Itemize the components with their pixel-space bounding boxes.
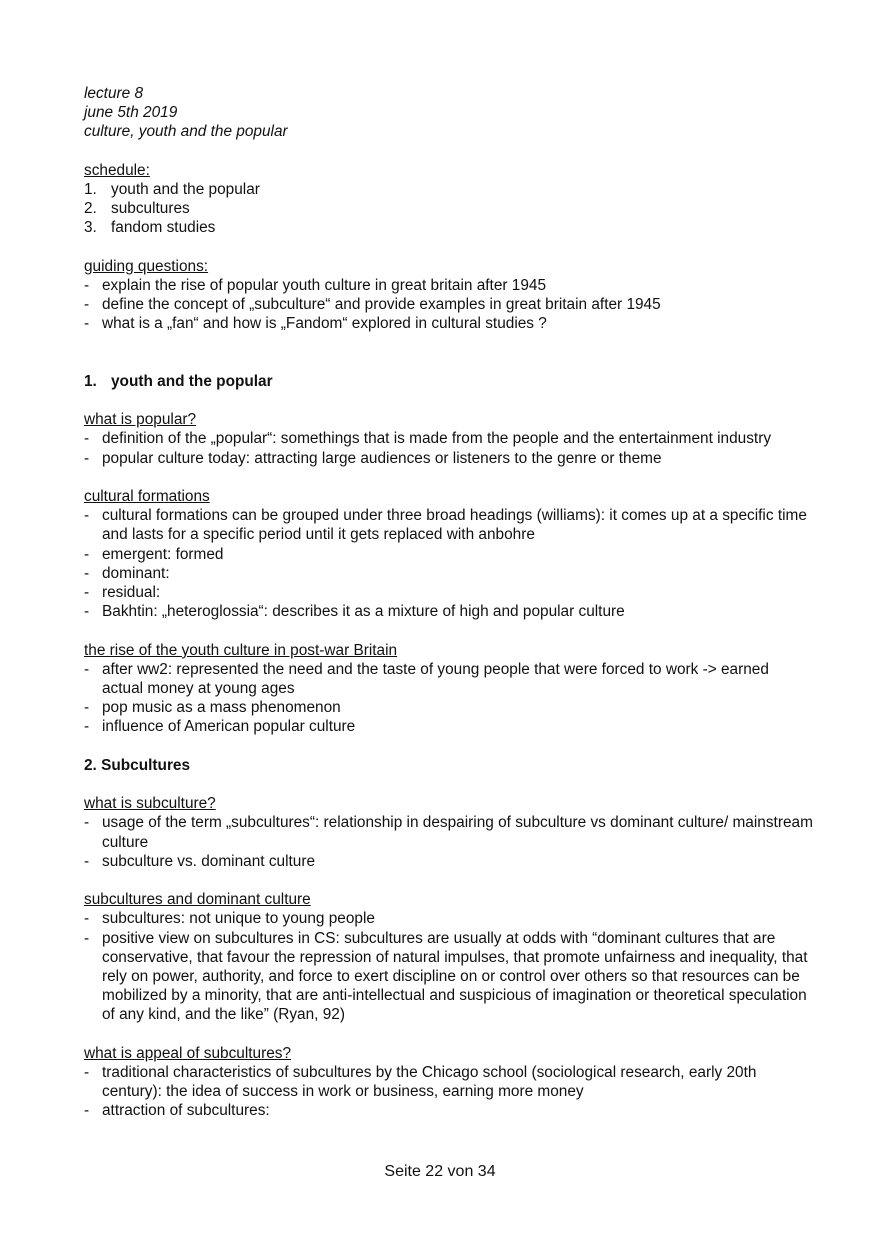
list-item: - cultural formations can be grouped under three broad headings (williams): it comes up at a specific time and lasts for a specific period until it gets replaced with anbohre [84, 507, 807, 544]
list-item: - subcultures: not unique to young people [84, 910, 375, 928]
list-item: - positive view on subcultures in CS: subcultures are usually at odds with “dominant cultures that are conservative, that favour the repression of natural impulses, that promote unfairness and inequality, that rely on power, authority, and force to exert discipline on or control over others so that resources can be mobilized by a minority, that are anti-intellectual and suspicious of imagination or theoretical speculation of any kind, and the like” (Ryan, 92) [84, 929, 808, 1024]
lecture-header [84, 84, 814, 142]
list-item: - traditional characteristics of subcultures by the Chicago school (sociological research, early 20th century): the idea of success in work or business, earning more money [84, 1064, 757, 1101]
list-item: - after ww2: represented the need and the taste of young people that were forced to work -> earned actual money at young ages [84, 660, 769, 698]
list-item: - dominant: [84, 564, 170, 582]
list-item: - subculture vs. dominant culture [84, 852, 316, 870]
list-item: - definition of the „popular“: somethings that is made from the people and the entertainment industry [84, 430, 772, 448]
schedule-heading: schedule: [84, 161, 150, 179]
list-item: - influence of American popular culture [84, 718, 356, 736]
what-is-subculture-heading: what is subculture? [84, 795, 216, 813]
document-page [84, 84, 814, 1121]
schedule-item: 1. youth and the popular [84, 180, 260, 198]
youth-culture-rise-heading: the rise of the youth culture in post-war Britain [84, 641, 398, 659]
subcultures-dominant-heading: subcultures and dominant culture [84, 891, 311, 909]
what-is-popular-heading: what is popular? [84, 411, 197, 429]
schedule-item: 3. fandom studies [84, 219, 216, 237]
list-item: - popular culture today: attracting large audiences or listeners to the genre or theme [84, 449, 662, 467]
lecture-topic: culture, youth and the popular [84, 123, 288, 141]
guiding-question: - what is a „fan“ and how is „Fandom“ explored in cultural studies ? [84, 315, 547, 333]
list-item: - usage of the term „subcultures“: relationship in despairing of subculture vs dominant culture/ mainstream culture [84, 814, 813, 851]
guiding-question: - define the concept of „subculture“ and provide examples in great britain after 1945 [84, 296, 661, 314]
page-number-footer: Seite 22 von 34 [384, 1163, 496, 1180]
section-2-heading: 2. Subcultures [84, 756, 191, 774]
lecture-number: lecture 8 [84, 85, 144, 102]
list-item: - emergent: formed [84, 545, 224, 563]
list-item: - attraction of subcultures: [84, 1102, 270, 1120]
guiding-question: - explain the rise of popular youth culture in great britain after 1945 [84, 276, 547, 294]
guiding-questions-heading: guiding questions: [84, 257, 209, 275]
list-item: - Bakhtin: „heteroglossia“: describes it as a mixture of high and popular culture [84, 603, 625, 621]
list-item: - pop music as a mass phenomenon [84, 699, 341, 717]
schedule-item: 2. subcultures [84, 200, 190, 218]
appeal-of-subcultures-heading: what is appeal of subcultures? [84, 1044, 292, 1062]
section-1-heading: 1. youth and the popular [84, 372, 273, 390]
cultural-formations-heading: cultural formations [84, 488, 210, 506]
lecture-date: june 5th 2019 [84, 104, 178, 122]
list-item: - residual: [84, 584, 161, 602]
